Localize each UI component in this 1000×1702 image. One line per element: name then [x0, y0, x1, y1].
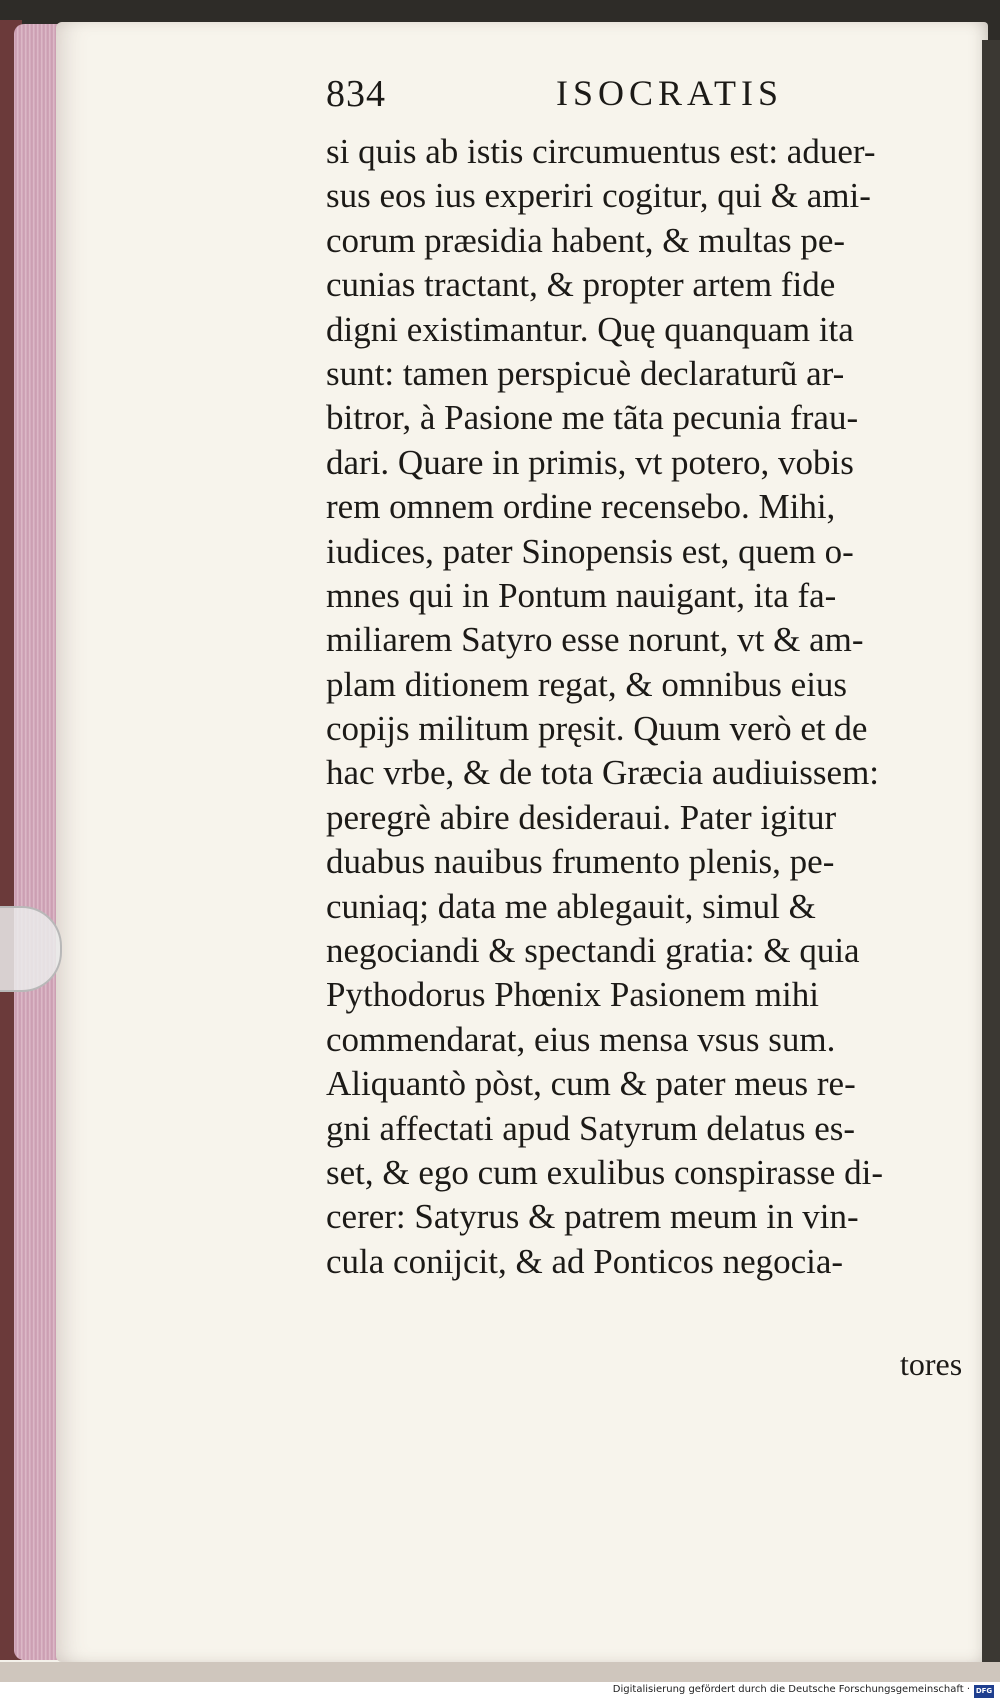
text-line: Aliquantò pòst, cum & pater meus re-	[326, 1064, 856, 1104]
text-line: dari. Quare in primis, vt potero, vobis	[326, 442, 854, 482]
page-header	[326, 72, 826, 122]
text-line: cerer: Satyrus & patrem meum in vin-	[326, 1197, 859, 1237]
scan-bottom-band	[0, 1662, 1000, 1682]
funding-credit: Digitalisierung gefördert durch die Deutsche Forschungsgemeinschaft ·	[612, 1684, 970, 1695]
text-line: plam ditionem regat, & omnibus eius	[326, 664, 848, 704]
text-line: cunias tractant, & propter artem fide	[326, 265, 836, 305]
text-line: si quis ab istis circumuentus est: aduer-	[326, 132, 876, 171]
dfg-logo: DFG	[974, 1685, 994, 1698]
text-line: iudices, pater Sinopensis est, quem o-	[326, 531, 854, 571]
text-line: duabus nauibus frumento plenis, pe-	[326, 842, 835, 882]
page-number: 834	[326, 73, 386, 115]
text-line: hac vrbe, & de tota Græcia audiuissem:	[326, 753, 880, 793]
text-line: copijs militum pręsit. Quum verò et de	[326, 709, 868, 749]
text-line: rem omnem ordine recensebo. Mihi,	[326, 487, 836, 527]
text-line: commendarat, eius mensa vsus sum.	[326, 1019, 836, 1059]
text-line: peregrè abire desideraui. Pater igitur	[326, 797, 837, 837]
text-line: bitror, à Pasione me tãta pecunia frau-	[326, 398, 859, 438]
text-line: miliarem Satyro esse norunt, vt & am-	[326, 620, 864, 660]
catchword: tores	[900, 1346, 963, 1382]
body-text	[326, 130, 986, 1284]
text-line: corum præsidia habent, & multas pe-	[326, 220, 846, 260]
text-line: set, & ego cum exulibus conspirasse di-	[326, 1152, 883, 1192]
text-line: digni existimantur. Quę quanquam ita	[326, 309, 854, 349]
text-line: cuniaq; data me ablegauit, simul &	[326, 886, 816, 926]
text-line: sus eos ius experiri cogitur, qui & ami-	[326, 176, 871, 216]
footer-bar	[0, 1682, 1000, 1702]
text-line: sunt: tamen perspicuè declaraturũ ar-	[326, 353, 845, 393]
text-line: Pythodorus Phœnix Pasionem mihi	[326, 975, 819, 1015]
text-line: mnes qui in Pontum nauigant, ita fa-	[326, 575, 837, 615]
text-line: gni affectati apud Satyrum delatus es-	[326, 1108, 856, 1148]
book-right-edge	[982, 40, 1000, 1670]
running-title: ISOCRATIS	[556, 73, 784, 113]
text-line: cula conijcit, & ad Ponticos negocia-	[326, 1241, 844, 1281]
text-line: negociandi & spectandi gratia: & quia	[326, 931, 860, 971]
